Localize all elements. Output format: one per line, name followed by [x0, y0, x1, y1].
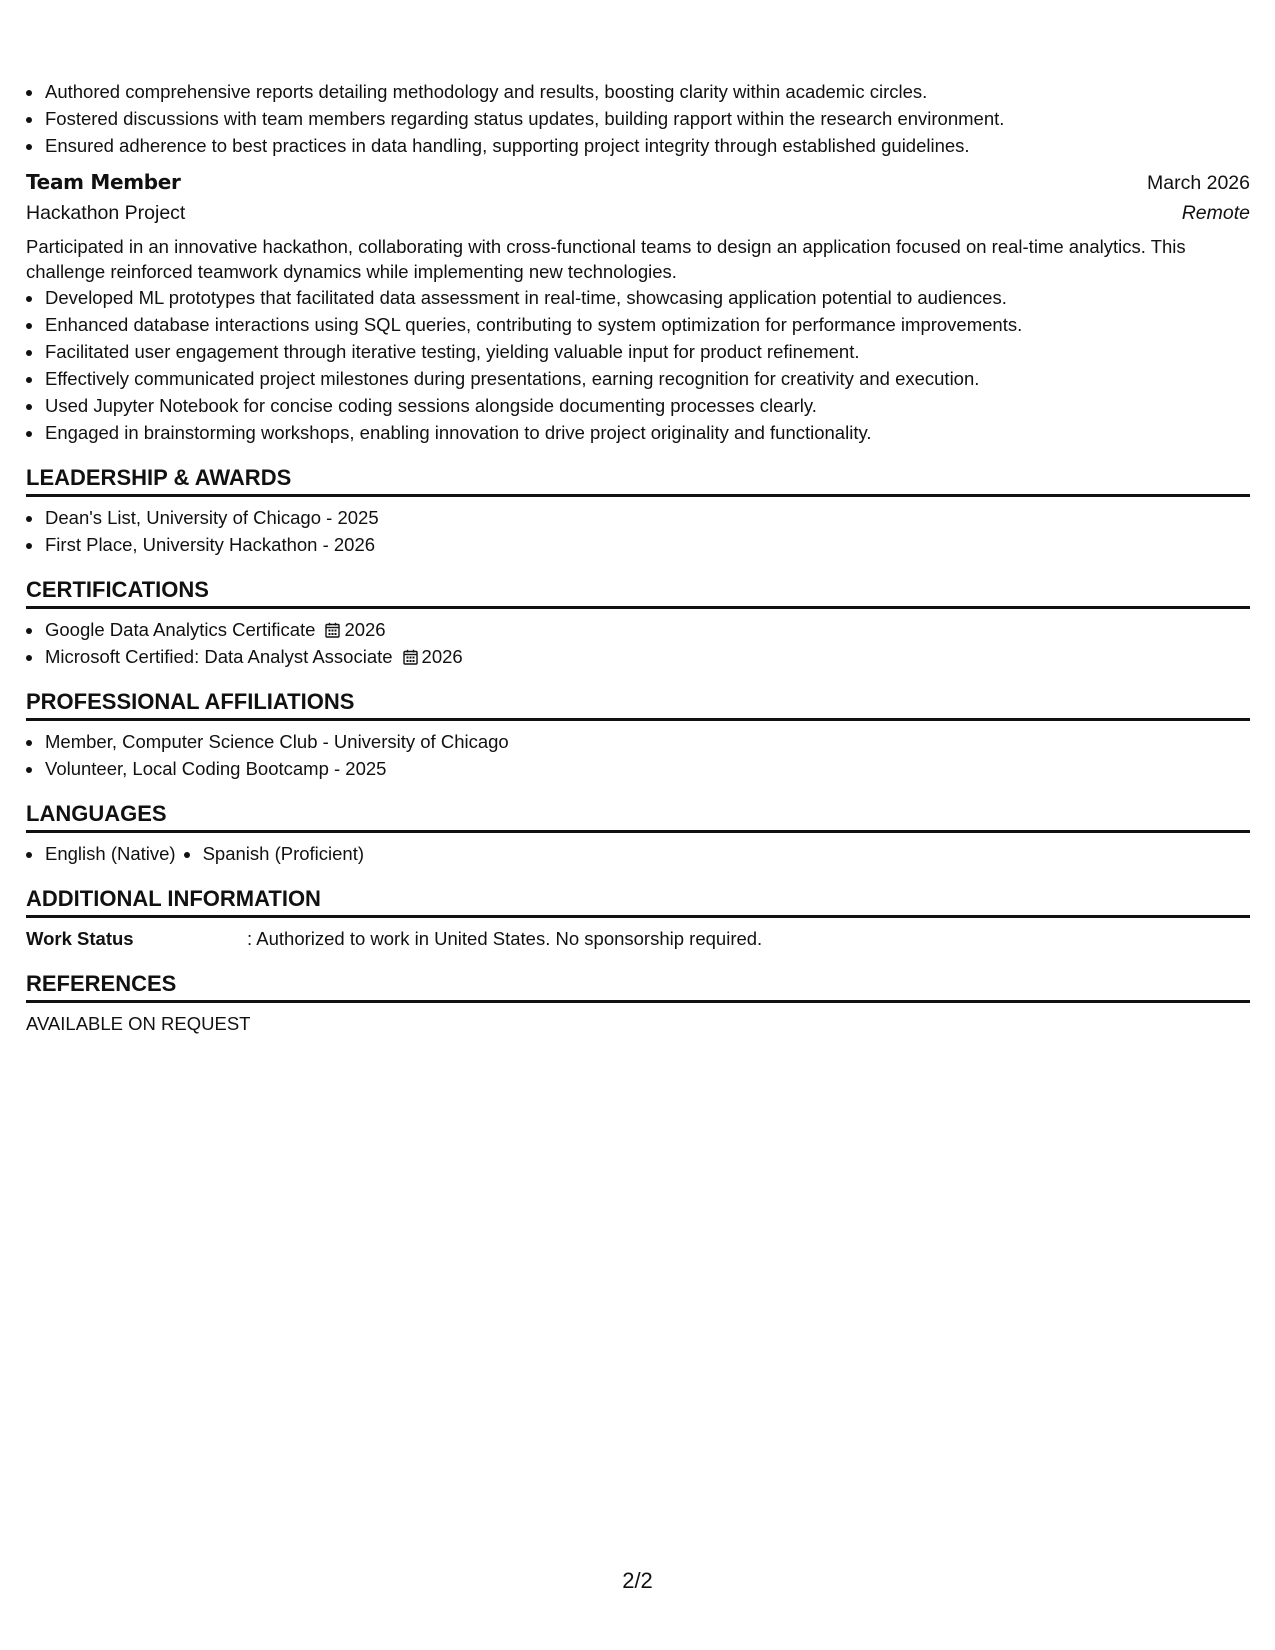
page-number: 2/2 [622, 1568, 653, 1593]
certification-name: Microsoft Certified: Data Analyst Associate [45, 646, 393, 667]
role-header [26, 169, 1250, 197]
section-languages [26, 800, 1250, 867]
certifications-list [26, 616, 1250, 670]
certification-year: 2026 [344, 619, 386, 640]
role-bullets [26, 284, 1250, 446]
previous-role-bullets [26, 78, 1250, 159]
section-title: CERTIFICATIONS [26, 576, 1250, 609]
calendar-icon [325, 618, 340, 634]
role-organization: Hackathon Project [26, 202, 186, 224]
role-date: March 2026 [1147, 172, 1250, 194]
section-title: PROFESSIONAL AFFILIATIONS [26, 688, 1250, 721]
references-text: AVAILABLE ON REQUEST [26, 1013, 251, 1034]
list-item: • Dean's List, University of Chicago - 2025 [44, 504, 1250, 531]
section-references [26, 970, 1250, 1037]
affiliations-list [26, 728, 1250, 782]
certification-item [44, 643, 1250, 670]
section-title: LEADERSHIP & AWARDS [26, 464, 1250, 497]
section-title: LANGUAGES [26, 800, 1250, 833]
work-status-value: : Authorized to work in United States. No sponsorship required. [247, 928, 763, 949]
list-item: • Enhanced database interactions using SQL queries, contributing to system optimization for performance improvements. [44, 311, 1250, 338]
list-item: • Facilitated user engagement through iterative testing, yielding valuable input for product refinement. [44, 338, 1250, 365]
languages-list [26, 840, 1250, 867]
list-item: • Spanish (Proficient) [202, 840, 364, 867]
section-certifications [26, 576, 1250, 670]
list-item: • Developed ML prototypes that facilitated data assessment in real-time, showcasing application potential to audiences. [44, 284, 1250, 311]
work-status-row [26, 925, 1250, 952]
section-professional-affiliations [26, 688, 1250, 782]
section-title: REFERENCES [26, 970, 1250, 1003]
list-item: • Engaged in brainstorming workshops, enabling innovation to drive project originality and functionality. [44, 419, 1250, 446]
list-item: • Authored comprehensive reports detailing methodology and results, boosting clarity within academic circles. [44, 78, 1250, 105]
section-additional-information [26, 885, 1250, 952]
role-subheader [26, 200, 1250, 227]
section-title: ADDITIONAL INFORMATION [26, 885, 1250, 918]
list-item: • Ensured adherence to best practices in data handling, supporting project integrity through established guidelines. [44, 132, 1250, 159]
resume-page [26, 78, 1250, 1037]
leadership-list [26, 504, 1250, 558]
list-item: • English (Native) [44, 840, 176, 867]
section-leadership-awards [26, 464, 1250, 558]
list-item: • Used Jupyter Notebook for concise coding sessions alongside documenting processes clearly. [44, 392, 1250, 419]
work-status-label: Work Status [26, 928, 134, 949]
role-title: Team Member [26, 170, 181, 194]
certification-item [44, 616, 1250, 643]
certification-name: Google Data Analytics Certificate [45, 619, 316, 640]
certification-year: 2026 [421, 646, 463, 667]
list-item: • Effectively communicated project milestones during presentations, earning recognition for creativity and execution. [44, 365, 1250, 392]
list-item: • First Place, University Hackathon - 2026 [44, 531, 1250, 558]
role-description: Participated in an innovative hackathon, collaborating with cross-functional teams to design an application focused on real-time analytics. This challenge reinforced teamwork dynamics while implementing new technologies. [26, 236, 1186, 282]
list-item: • Member, Computer Science Club - University of Chicago [44, 728, 1250, 755]
list-item: • Volunteer, Local Coding Bootcamp - 2025 [44, 755, 1250, 782]
list-item: • Fostered discussions with team members regarding status updates, building rapport within the research environment. [44, 105, 1250, 132]
role-location: Remote [1181, 202, 1250, 224]
calendar-icon [403, 645, 418, 661]
